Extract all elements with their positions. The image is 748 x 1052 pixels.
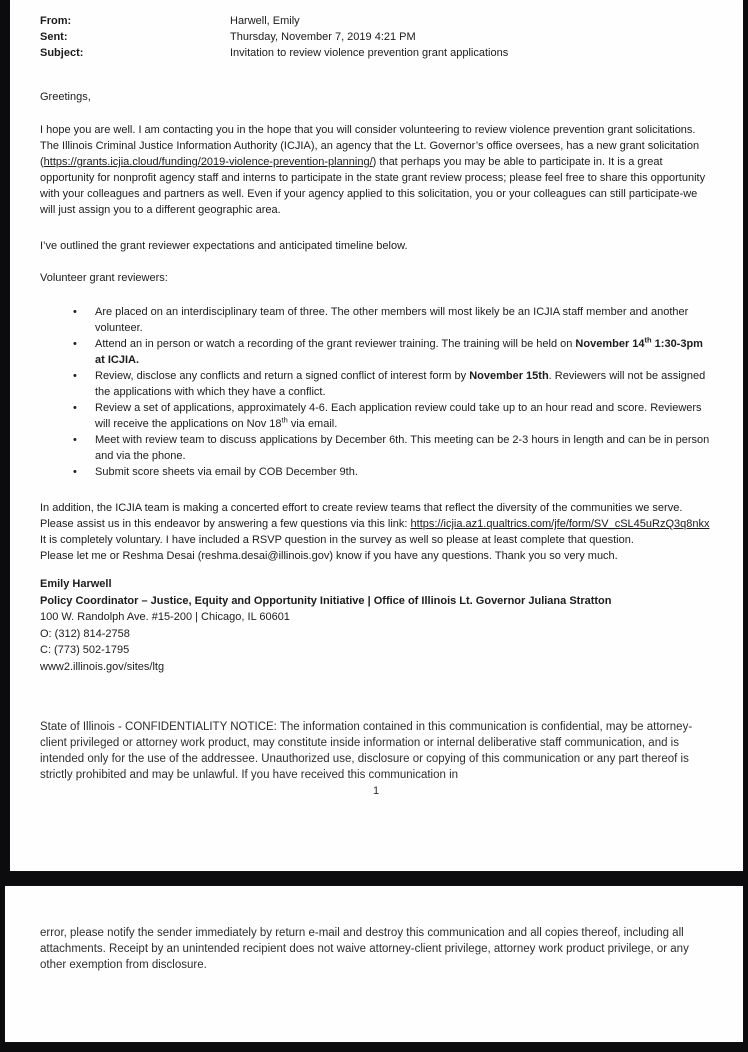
intro-text-after-link: ) that perhaps you may be able to participate in. It is a great opportunity for nonprofit agency staff and interns to participate in the state grant review process; please feel free to share this opportunity with your colleagues and partners as well. Even if your agency applied to this solicitation, you or your colleagues can still participate-we will just assign you to a different geographic area. (40, 156, 706, 216)
reviewer-expectations-list (40, 304, 712, 480)
diversity-text-before-link: In addition, the ICJIA team is making a concerted effort to create review teams that reflect the diversity of the communities we serve. Please assist us in this endeavor by answering a few questions via this link: (40, 502, 683, 530)
volunteer-heading: Volunteer grant reviewers: (40, 272, 168, 284)
from-value: Harwell, Emily (230, 15, 300, 27)
bullet-text: Are placed on an interdisciplinary team of three. The other members will most likely be an ICJIA staff member and another volunteer. (95, 306, 689, 334)
bullet-team (40, 304, 712, 336)
page-1-content (10, 0, 743, 799)
bullet-conflict (40, 368, 712, 400)
bullet-bold-date: November 15th (469, 370, 549, 382)
bold-text: 1:30-3pm at ICJIA. (95, 338, 703, 366)
header-row-from (40, 13, 712, 29)
contact-questions-line: Please let me or Reshma Desai (reshma.desai@illinois.gov) know if you have any questions. Thank you so very much. (40, 550, 618, 562)
sent-value: Thursday, November 7, 2019 4:21 PM (230, 31, 416, 43)
qualtrics-survey-link[interactable]: https://icjia.az1.qualtrics.com/jfe/form/SV_cSL45uRzQ3q8nkx (410, 518, 710, 530)
intro-text-before-link: I hope you are well. I am contacting you in the hope that you will consider volunteering to review violence prevention grant solicitations. The Illinois Criminal Justice Information Authority (ICJIA), an agency that the Lt. Governor’s office oversees, has a new grant solicitation ( (40, 124, 700, 168)
ordinal-superscript: th (644, 335, 652, 345)
header-row-subject (40, 45, 712, 61)
from-label: From: (40, 15, 72, 27)
intro-paragraph (40, 122, 712, 218)
bullet-text: Attend an in person or watch a recording of the grant reviewer training. The training will be held on (95, 338, 576, 350)
diversity-text-after-link: It is completely voluntary. I have included a RSVP question in the survey as well so please at least complete that question. (40, 534, 634, 546)
sent-label: Sent: (40, 31, 68, 43)
signature-office-phone: O: (312) 814-2758 (40, 627, 130, 640)
page-number: 1 (372, 785, 380, 797)
document-page-1 (10, 0, 743, 871)
signature-address: 100 W. Randolph Ave. #15-200 | Chicago, IL 60601 (40, 611, 290, 623)
header-row-sent (40, 29, 712, 45)
bullet-training (40, 336, 712, 368)
bullet-text: Review a set of applications, approximately 4-6. Each application review could take up to an hour read and score. Reviewers will receive the applications on Nov 18 (95, 402, 702, 430)
diversity-paragraph (40, 500, 712, 548)
signature-title: Policy Coordinator – Justice, Equity and Opportunity Initiative | Office of Illinois Lt. Governor Juliana Stratton (40, 594, 612, 607)
bullet-text: Review, disclose any conflicts and return a signed conflict of interest form by (95, 370, 470, 382)
bullet-text: via email. (287, 418, 338, 430)
subject-label: Subject: (40, 47, 84, 59)
document-page-2 (5, 886, 743, 1042)
confidentiality-notice-page1: State of Illinois - CONFIDENTIALITY NOTICE: The information contained in this communication is confidential, may be attorney-client privileged or attorney work product, may constitute inside information or internal deliberative staff communication, and is intended only for the use of the addressee. Unauthorized use, disclosure or copying of this communication or any part thereof is strictly prohibited and may be unlawful. If you have received this communication in (40, 721, 693, 781)
bullet-text: . Reviewers will not be assigned the applications with which they have a conflict. (95, 370, 706, 398)
outline-line: I’ve outlined the grant reviewer expectations and anticipated timeline below. (40, 240, 408, 252)
bullet-applications (40, 400, 712, 432)
confidentiality-notice-page2: error, please notify the sender immediately by return e-mail and destroy this communication and all copies thereof, including all attachments. Receipt by an unintended recipient does not waive attorney-client privilege, attorney work product privilege, or any other exemption from disclosure. (40, 927, 689, 971)
bullet-text: Submit score sheets via email by COB December 9th. (95, 466, 358, 478)
bullet-meeting (40, 432, 712, 464)
bold-text: November 14 (575, 338, 645, 350)
signature-block (40, 576, 712, 675)
email-header (40, 13, 712, 61)
bullet-text: Meet with review team to discuss applications by December 6th. This meeting can be 2-3 hours in length and can be in person and via the phone. (95, 434, 710, 462)
signature-name: Emily Harwell (40, 578, 112, 590)
grant-solicitation-link[interactable]: https://grants.icjia.cloud/funding/2019-violence-prevention-planning/ (43, 156, 373, 168)
ordinal-superscript: th (281, 415, 288, 425)
page-2-content (5, 886, 743, 973)
subject-value: Invitation to review violence prevention grant applications (230, 47, 509, 59)
signature-cell-phone: C: (773) 502-1795 (40, 644, 130, 656)
greeting-line: Greetings, (40, 91, 91, 103)
bullet-score-sheets (40, 464, 712, 480)
signature-website: www2.illinois.gov/sites/ltg (40, 660, 165, 673)
